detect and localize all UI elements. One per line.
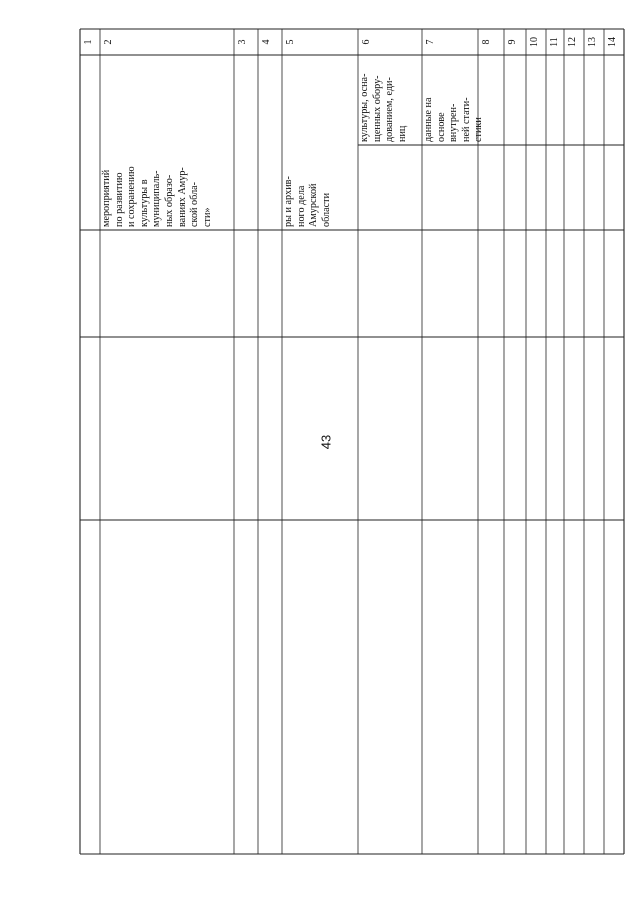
cell-text-line: Амурской [308, 183, 320, 227]
cell-text-line: мероприятий [101, 169, 112, 227]
column-header-5 [282, 29, 358, 55]
column-header-label: 9 [507, 39, 518, 45]
cell-text-line: области [320, 192, 332, 227]
value-cell-11 [546, 55, 564, 145]
cell-text-line: ного дела [295, 185, 307, 227]
cell-text-line: ней стати- [460, 97, 472, 142]
column-header-1 [80, 29, 100, 55]
column-header-label: 14 [607, 37, 618, 47]
column-header-9 [504, 29, 526, 55]
value-cell-9 [504, 55, 526, 145]
column-header-label: 12 [567, 37, 578, 47]
cell-text-line: ных образо- [163, 174, 175, 227]
cell-text-line: ниц [396, 125, 408, 142]
measure-name-cell [100, 55, 234, 230]
column-header-6 [358, 29, 422, 55]
cell-text-line: культуры в [138, 179, 150, 227]
page-number: 43 [318, 434, 334, 450]
column-header-8 [478, 29, 504, 55]
cell-text-line: муниципаль- [151, 170, 163, 227]
end-year-cell [258, 55, 282, 230]
cell-text-line: внутрен- [448, 103, 460, 142]
cell-text-line: культуры, осна- [359, 73, 370, 142]
value-cell-8 [478, 55, 504, 145]
cell-text-line: дованием, еди- [384, 77, 396, 142]
start-year-cell [234, 55, 258, 230]
indicator-cell [358, 55, 422, 145]
cell-text-line: по развитию [113, 172, 125, 227]
column-header-label: 1 [83, 39, 94, 45]
column-header-7 [422, 29, 478, 55]
column-header-12 [564, 29, 584, 55]
cell-text-line: и сохранению [126, 166, 138, 227]
column-header-3 [234, 29, 258, 55]
cell-text-line: ры и архив- [283, 176, 294, 227]
cell-text-line: сти» [201, 207, 213, 227]
column-header-label: 2 [103, 39, 114, 45]
column-header-10 [526, 29, 546, 55]
value-cell-10 [526, 55, 546, 145]
column-header-label: 3 [237, 39, 248, 45]
cell-text-line: стики [473, 117, 485, 142]
value-cell-13 [584, 55, 604, 145]
column-header-label: 10 [529, 37, 540, 47]
cell-text-line: ваниях Амур- [176, 167, 188, 227]
cell-text-line: щенных обору- [371, 75, 383, 142]
executor-cell [282, 55, 358, 230]
column-header-label: 4 [261, 39, 272, 45]
column-header-label: 6 [361, 39, 372, 45]
column-header-label: 8 [481, 39, 492, 45]
column-header-11 [546, 29, 564, 55]
column-header-2 [100, 29, 234, 55]
column-header-4 [258, 29, 282, 55]
cell-text-line: данные на [423, 97, 434, 142]
column-header-13 [584, 29, 604, 55]
value-cell-12 [564, 55, 584, 145]
column-header-label: 11 [549, 37, 560, 47]
cell-text-line: ской обла- [189, 181, 201, 227]
value-cell-14 [604, 55, 624, 145]
column-header-14 [604, 29, 624, 55]
source-cell [422, 55, 485, 145]
row-id-cell [80, 55, 100, 230]
column-header-label: 7 [425, 39, 436, 45]
column-header-label: 13 [587, 37, 598, 47]
cell-text-line: основе [435, 112, 447, 142]
column-header-label: 5 [285, 39, 296, 45]
